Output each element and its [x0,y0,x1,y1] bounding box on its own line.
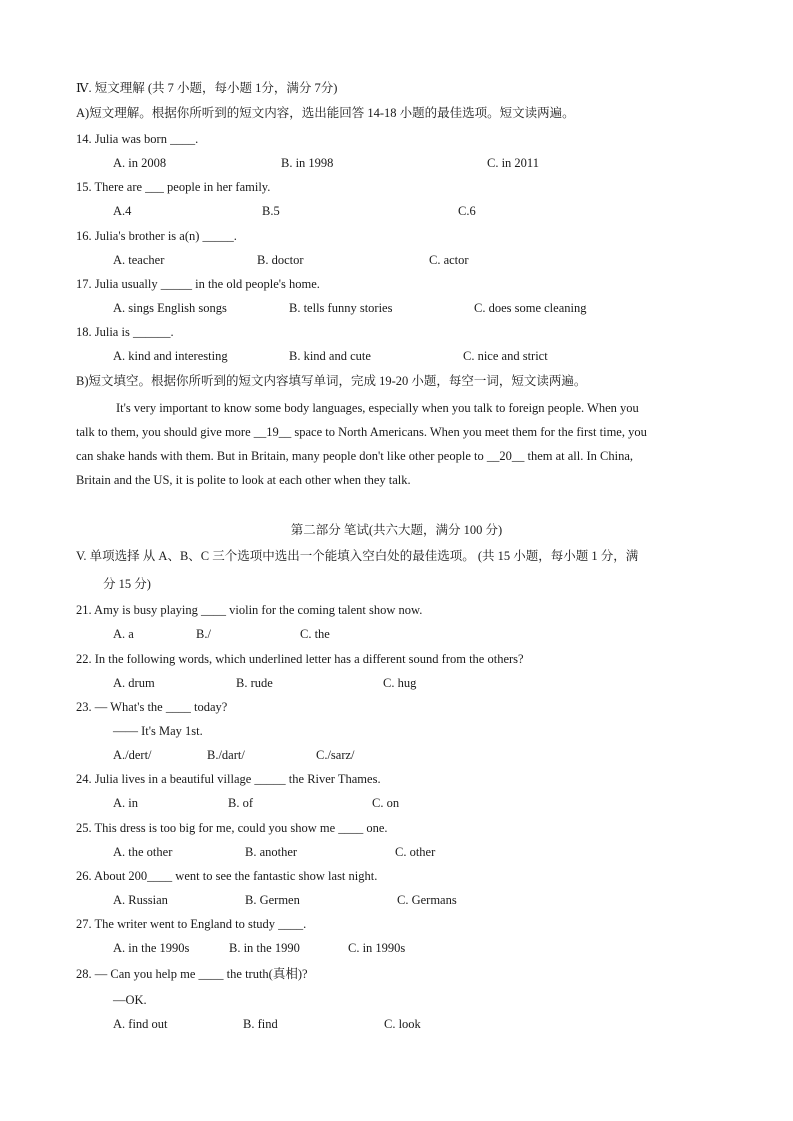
question-27-stem: 27. The writer went to England to study ____. [76,917,307,931]
q28-option-b: B. find [243,1017,278,1031]
q24-option-a: A. in [113,796,138,810]
section-4-heading: Ⅳ. 短文理解 (共 7 小题，每小题 1分，满分 7分) [76,81,338,95]
q23-option-b: B./dart/ [207,748,245,762]
passage-line-3-a: can shake hands with them. But in Britain, many people don't like other people to [76,449,487,463]
q27-option-a: A. in the 1990s [113,941,190,955]
passage-line-1: It's very important to know some body languages, especially when you talk to foreign people. When you [116,401,639,415]
q18-option-b: B. kind and cute [289,349,371,363]
passage-line-3 [76,448,633,464]
q15-option-c: C.6 [458,204,476,218]
q15-option-b: B.5 [262,204,280,218]
section-5-heading-line-1: V. 单项选择 从 A、B、C 三个选项中选出一个能填入空白处的最佳选项。 (共 15 小题，每小题 1 分，满 [76,549,639,563]
q24-option-c: C. on [372,796,400,810]
question-23-reply: —— It's May 1st. [113,724,203,738]
q23-option-a: A./dert/ [113,748,152,762]
question-18-stem: 18. Julia is ______. [76,325,174,339]
q26-option-b: B. Germen [245,893,300,907]
question-21-stem: 21. Amy is busy playing ____ violin for the coming talent show now. [76,603,423,617]
q26-option-a: A. Russian [113,893,168,907]
q24-option-b: B. of [228,796,253,810]
question-24-stem: 24. Julia lives in a beautiful village _____ the River Thames. [76,772,381,786]
question-14-stem: 14. Julia was born ____. [76,132,199,146]
section-5-heading-line-2: 分 15 分) [103,577,151,591]
part-b-instructions: B)短文填空。根据你所听到的短文内容填写单词，完成 19-20 小题，每空一词，短文读两遍。 [76,374,587,388]
q17-option-a: A. sings English songs [113,301,227,315]
q25-option-c: C. other [395,845,436,859]
q14-option-c: C. in 2011 [487,156,539,170]
q23-option-c: C./sarz/ [316,748,355,762]
q16-option-b: B. doctor [257,253,304,267]
passage-line-2-a: talk to them, you should give more [76,425,254,439]
q18-option-a: A. kind and interesting [113,349,228,363]
question-15-stem: 15. There are ___ people in her family. [76,180,271,194]
passage-line-2-b: space to North Americans. When you meet them for the first time, you [291,425,647,439]
q16-option-a: A. teacher [113,253,165,267]
part-a-instructions: A)短文理解。根据你所听到的短文内容，选出能回答 14-18 小题的最佳选项。短文读两遍。 [76,106,575,120]
q17-option-b: B. tells funny stories [289,301,393,315]
q28-option-a: A. find out [113,1017,168,1031]
question-26-stem: 26. About 200____ went to see the fantastic show last night. [76,869,378,883]
q21-option-c: C. the [300,627,330,641]
passage-line-3-b: them at all. In China, [524,449,634,463]
q17-option-c: C. does some cleaning [474,301,587,315]
q27-option-b: B. in the 1990 [229,941,300,955]
q22-option-a: A. drum [113,676,155,690]
passage-line-2 [76,424,647,440]
question-16-stem: 16. Julia's brother is a(n) _____. [76,229,237,243]
blank-20: __20__ [486,449,525,463]
q14-option-b: B. in 1998 [281,156,334,170]
q25-option-b: B. another [245,845,298,859]
q15-option-a: A.4 [113,204,132,218]
q21-option-a: A. a [113,627,134,641]
passage-line-4: Britain and the US, it is polite to look at each other when they talk. [76,473,411,487]
q21-option-b: B./ [196,627,211,641]
q27-option-c: C. in 1990s [348,941,406,955]
question-28-stem: 28. — Can you help me ____ the truth(真相)? [76,967,308,981]
q22-option-b: B. rude [236,676,273,690]
part-2-title: 第二部分 笔试(共六大题，满分 100 分) [290,523,503,537]
question-28-reply: —OK. [113,993,147,1007]
q16-option-c: C. actor [429,253,469,267]
question-22-stem: 22. In the following words, which underlined letter has a different sound from the others? [76,652,524,666]
q25-option-a: A. the other [113,845,173,859]
question-25-stem: 25. This dress is too big for me, could you show me ____ one. [76,821,388,835]
q26-option-c: C. Germans [397,893,457,907]
q14-option-a: A. in 2008 [113,156,167,170]
q22-option-c: C. hug [383,676,417,690]
question-17-stem: 17. Julia usually _____ in the old people's home. [76,277,320,291]
question-23-stem: 23. — What's the ____ today? [76,700,228,714]
q28-option-c: C. look [384,1017,421,1031]
blank-19: __19__ [253,425,292,439]
q18-option-c: C. nice and strict [463,349,548,363]
